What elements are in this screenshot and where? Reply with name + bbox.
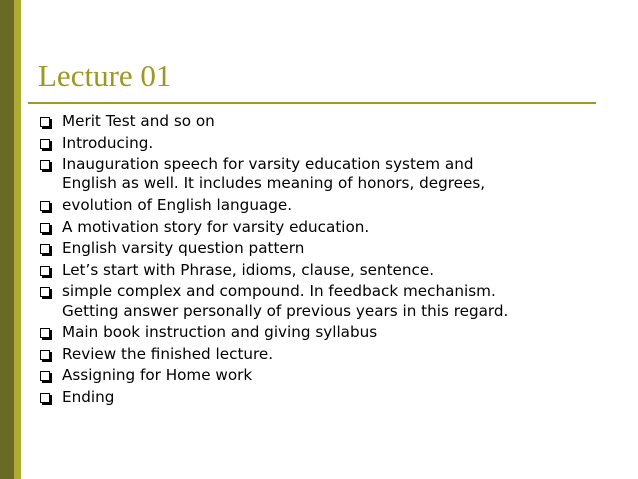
checkbox-bullet-icon [40, 223, 50, 233]
left-accent-gap [21, 0, 25, 479]
bullet-item [40, 323, 600, 342]
bullet-text: A motivation story for varsity education. [62, 217, 370, 236]
bullet-item [40, 261, 600, 280]
bullet-text: simple complex and compound. In feedback mechanism. [62, 282, 496, 301]
bullet-text: Ending [62, 387, 115, 406]
checkbox-bullet-icon [40, 287, 50, 297]
left-accent-bar-light [14, 0, 21, 479]
bullet-text: evolution of English language. [62, 195, 293, 214]
bullet-item [40, 282, 600, 320]
checkbox-bullet-icon [40, 328, 50, 338]
bullet-text-continued: English as well. It includes meaning of honors, degrees, [62, 174, 486, 193]
bullet-item [40, 366, 600, 385]
checkbox-bullet-icon [40, 371, 50, 381]
bullet-text: Let’s start with Phrase, idioms, clause, sentence. [62, 260, 435, 279]
bullet-item [40, 112, 600, 131]
bullet-item [40, 155, 600, 193]
left-accent-bar-dark [0, 0, 14, 479]
bullet-list [40, 112, 600, 410]
checkbox-bullet-icon [40, 139, 50, 149]
checkbox-bullet-icon [40, 266, 50, 276]
bullet-text: Introducing. [62, 133, 154, 152]
bullet-text: Review the finished lecture. [62, 344, 274, 363]
bullet-item [40, 239, 600, 258]
bullet-item [40, 218, 600, 237]
bullet-item [40, 388, 600, 407]
checkbox-bullet-icon [40, 117, 50, 127]
bullet-text: Assigning for Home work [62, 366, 253, 385]
checkbox-bullet-icon [40, 160, 50, 170]
bullet-text: Merit Test and so on [62, 112, 215, 130]
bullet-item [40, 134, 600, 153]
bullet-text-continued: Getting answer personally of previous years in this regard. [62, 301, 509, 320]
title-underline [28, 102, 596, 104]
bullet-text: Main book instruction and giving syllabus [62, 323, 378, 342]
bullet-item [40, 345, 600, 364]
bullet-text: Inauguration speech for varsity education system and [62, 155, 474, 174]
checkbox-bullet-icon [40, 201, 50, 211]
bullet-text: English varsity question pattern [62, 239, 305, 258]
bullet-item [40, 196, 600, 215]
checkbox-bullet-icon [40, 350, 50, 360]
checkbox-bullet-icon [40, 393, 50, 403]
slide-title: Lecture 01 [38, 58, 172, 93]
checkbox-bullet-icon [40, 244, 50, 254]
